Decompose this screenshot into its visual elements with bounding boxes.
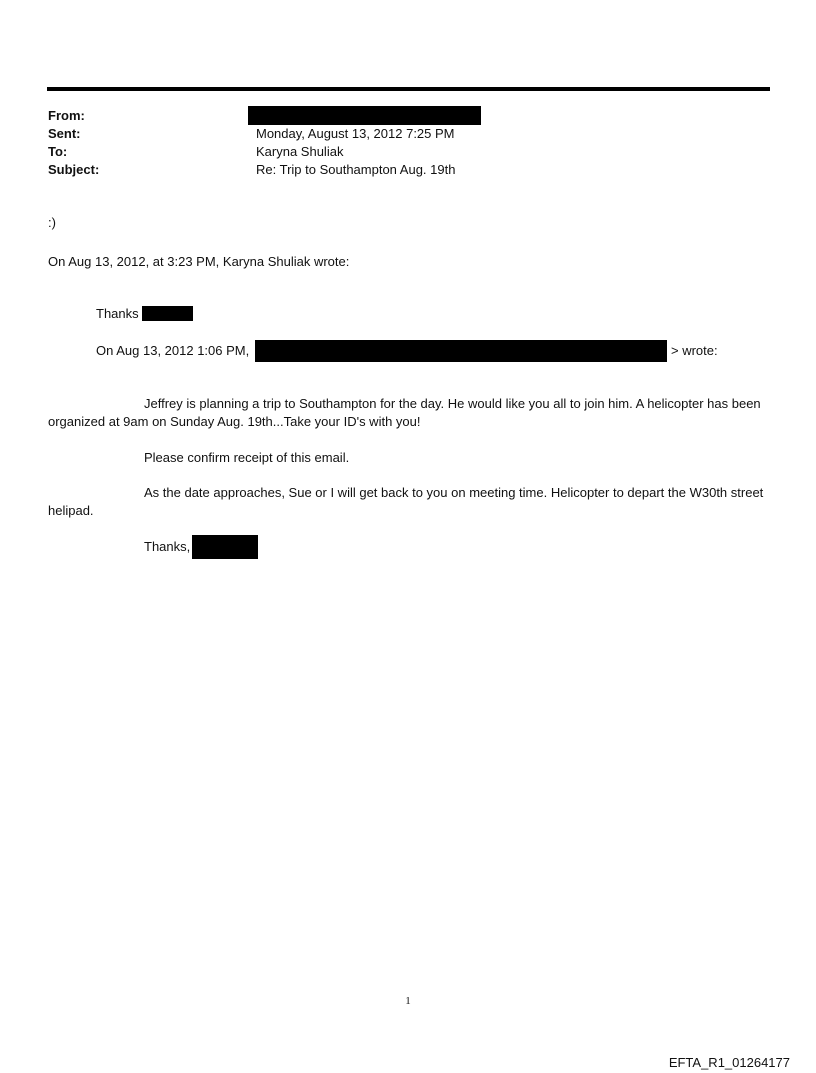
closing-thanks: Thanks, [144,539,191,554]
from-redaction [248,106,481,125]
from-label: From: [48,108,85,123]
sent-value: Monday, August 13, 2012 7:25 PM [256,126,455,141]
body-paragraph-3: As the date approaches, Sue or I will get back to you on meeting time. Helicopter to depart the W30th street helipad. [48,485,764,518]
header-rule [47,87,770,91]
signature-redaction [192,535,258,559]
document-id: EFTA_R1_01264177 [668,1055,790,1070]
subject-value: Re: Trip to Southampton Aug. 19th [256,162,456,177]
name-redaction [142,306,193,321]
page-number: 1 [405,995,411,1007]
to-value: Karyna Shuliak [256,144,344,159]
quote2-intro-suffix: > wrote: [671,343,718,358]
sent-label: Sent: [48,126,81,141]
quote1-intro: On Aug 13, 2012, at 3:23 PM, Karyna Shuliak wrote: [48,254,350,269]
quote2-intro-prefix: On Aug 13, 2012 1:06 PM, [96,343,250,358]
subject-label: Subject: [48,162,100,177]
sender-redaction [255,340,667,362]
reply-text: :) [48,215,56,230]
to-label: To: [48,144,68,159]
body-paragraph-2: Please confirm receipt of this email. [144,450,350,465]
quote1-thanks: Thanks [96,306,139,321]
body-paragraph-1: Jeffrey is planning a trip to Southampton for the day. He would like you all to join him. A helicopter has been organized at 9am on Sunday Aug. 19th...Take your ID's with you! [48,396,761,429]
